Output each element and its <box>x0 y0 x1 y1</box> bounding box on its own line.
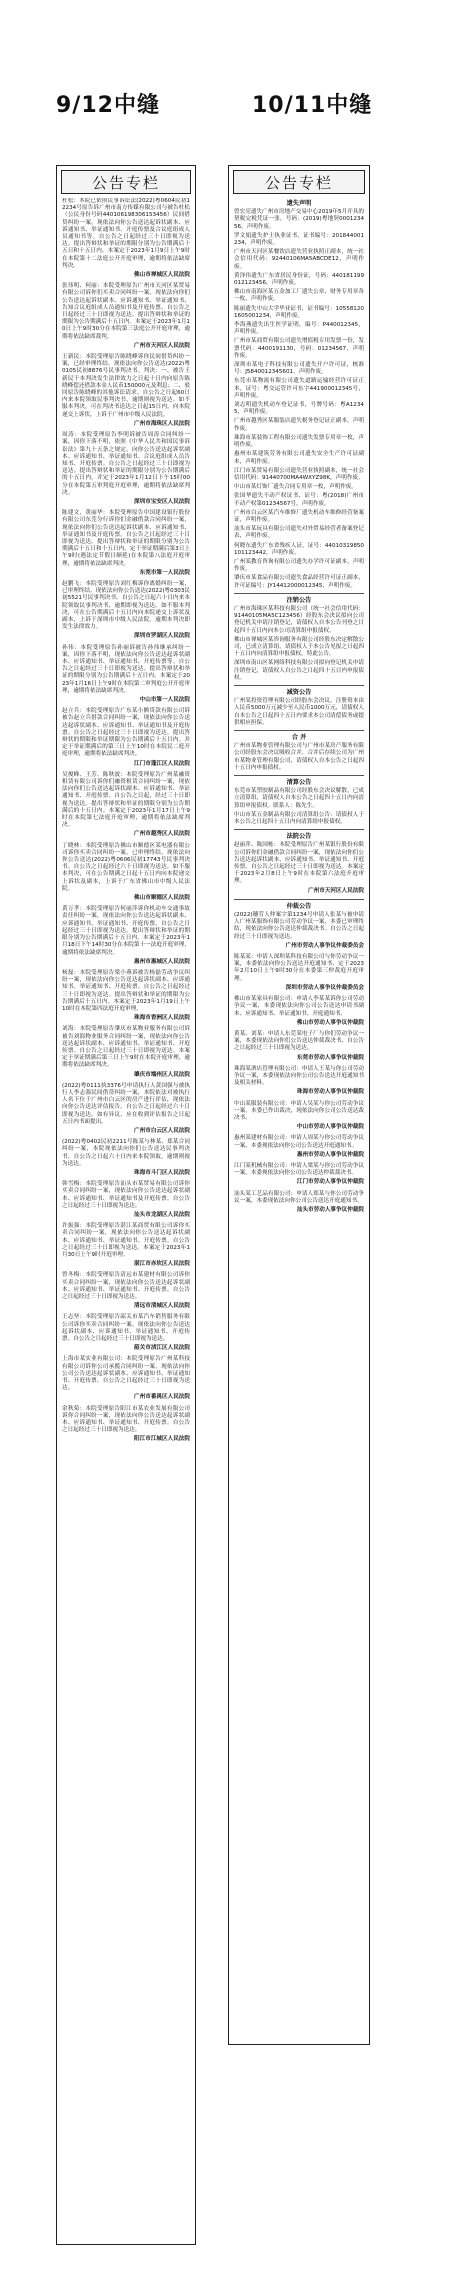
issuing-authority: 珠海市斗门区人民法院 <box>134 1169 190 1176</box>
section-title: 法院公告 <box>286 833 312 841</box>
notice-paragraph: 罗文娟遗失护士执业证书，证书编号：201844001234，声明作废。 <box>234 232 364 247</box>
notice-paragraph: 张伟明、何丽：本院受理原告广州市天河区某贸易有限公司诉你们买卖合同纠纷一案，现依法向你们公告送达起诉状副本、应诉通知书、举证通知书、告知合议庭组成人员通知书及开庭传票。自公告之日起经过三十日即视为送达。提出答辩状和举证的期限为公告期满后十五日内。本案定于2023年1月10日上午9时30分在本院第三法庭公开开庭审理，逾期将依法缺席裁判。 <box>62 283 190 340</box>
issuing-authority: 佛山市劳动人事争议仲裁院 <box>296 1019 364 1026</box>
issuing-authority: 广州市天河区人民法院 <box>308 887 364 894</box>
notice-paragraph: 汕头某工艺品有限公司：申请人郑某与你公司劳动争议一案，本委现依法向你公司公告送达开庭通知书。 <box>234 1190 364 1204</box>
issuing-authority: 广州市白云区人民法院 <box>134 1127 190 1134</box>
notice-paragraph: 李海燕遗失出生医学证明，编号：P440012345，声明作废。 <box>234 322 364 336</box>
notice-paragraph: 陈丽遗失中山大学毕业证书，证书编号：105581201605001234，声明作废。 <box>234 305 364 319</box>
notice-paragraph: 曾冬梅：本院受理原告清远市某建材有限公司诉你买卖合同纠纷一案，现依法向你公告送达起诉状副本、应诉通知书、举证通知书、开庭传票。自公告之日起经过三十日即视为送达。 <box>62 1272 190 1301</box>
notice-paragraph: 中山市某灯饰厂遗失合同专用章一枚，声明作废。 <box>234 484 358 491</box>
section-title: 遗失声明 <box>286 200 312 207</box>
left-column-body <box>62 198 190 2238</box>
notice-paragraph: 杨磊：本院受理原告梁小燕诉被告杨磊劳动争议纠纷一案，现依法向你公告送达起诉状副本、应诉通知书、举证通知书、开庭传票。自公告之日起经过三十日即视为送达。提出答辩状和举证的期限为公告期满后十五日内。本案定于2023年1月19日上午10时在本院第四法庭开庭审理。 <box>62 969 190 1012</box>
notice-paragraph: 佛山市某家具有限公司：申请人李某某诉你公司劳动争议一案，本委现依法向你公司公告送达申请书副本、应诉通知书、举证通知书、开庭通知书。 <box>234 996 364 1017</box>
right-column-body <box>234 198 364 2038</box>
notice-paragraph: 刘志明遗失机动车登记证书，号牌号码：粤A12345，声明作废。 <box>234 402 364 416</box>
section-title: 减资公告 <box>286 688 312 696</box>
issuing-authority: 阳江市江城区人民法院 <box>134 1436 190 1443</box>
section-title: 合 并 <box>291 734 307 741</box>
notice-paragraph: 广州某教育咨询有限公司遗失办学许可证副本，声明作废。 <box>234 558 364 573</box>
notice-paragraph: 惠州某建材有限公司：申请人周某与你公司劳动争议一案，本委现依法向你公司公告送达开庭通知书。 <box>234 1135 364 1149</box>
section-title: 注销公告 <box>286 596 312 604</box>
notice-paragraph: 张国华遗失不动产权证书，证号：粤(2018)广州市不动产权第01234567号，声明作废。 <box>234 493 364 507</box>
issuing-authority: 广州市番禺区人民法院 <box>134 1394 190 1401</box>
notice-paragraph: 许振强：本院受理原告湛江某商贸有限公司诉你买卖合同纠纷一案，现依法向你公告送达起诉状副本、应诉通知书、举证通知书、开庭传票。自公告之日起经过三十日即视为送达。本案定于2023年1月30日上午9时开庭审理。 <box>62 1223 190 1259</box>
notice-paragraph: 广州市白云区某汽车维修厂遗失机动车维修经营备案证，声明作废。 <box>234 509 364 523</box>
notice-paragraph: 赵鹏飞：本院受理原告刘红梅诉你离婚纠纷一案，已审理终结。现依法向你公告送达(2022)粤0303民初5521号民事判决书。自公告之日起六十日内来本院领取民事判决书，逾期即视为送达。如不服本判决，可在公告期满后十五日内向本院递交上诉状及副本，上诉于深圳市中级人民法院。逾期本判决即发生法律效力。 <box>62 580 190 631</box>
section-divider <box>234 899 364 900</box>
notice-paragraph: 珠海某酒店管理有限公司：申请人王某与你公司劳动争议一案，本委现依法向你公司公告送达开庭通知书及相关材料。 <box>234 1065 364 1087</box>
right-notice-column <box>228 165 370 2045</box>
notice-paragraph: 佛山市禅城区某咨询服务有限公司经股东决定解散公司，已成立清算组，请债权人于本公告见报之日起四十五日内向清算组申报债权，特此公告。 <box>234 636 364 658</box>
notice-paragraph: (2022)粤0111执3376号申请执行人黄国强与被执行人李志强民间借贷纠纷一案，本院依法对被执行人名下位于广州市白云区的房产进行评估，现依法向你公告送达评估报告。自公告之日起经过六十日即视为送达。如有异议，应在收到评估报告之日起五日内书面提出。 <box>62 1082 190 1125</box>
issuing-authority: 广州市海珠区人民法院 <box>134 420 190 427</box>
section-divider <box>234 685 364 686</box>
notice-paragraph: 黄万孝：本院受理原告何丽萍诉你机动车交通事故责任纠纷一案，现依法向你公告送达起诉状副本、应诉通知书、举证通知书、开庭传票。自公告之日起经过三十日即视为送达。提出答辩状和举证的期限分别为公告期满后十五日内。本案定于2023年1月18日下午14时30分在本院第十一法庭开庭审理，逾期将依法缺席判决。 <box>62 906 190 956</box>
notice-paragraph: 江门某机械有限公司：申请人梁某与你公司劳动争议一案，本委现依法向你公司公告送达仲裁裁决书。 <box>234 1162 364 1177</box>
notice-paragraph: 深圳市南山区某网络科技有限公司拟向登记机关申请注销登记，请债权人自公告之日起四十五日内申报债权。 <box>234 660 364 681</box>
notice-paragraph: 王新民：本院受理原告陈晓峰诉你民间借贷纠纷一案，已经审理终结。现依法向你公告送达(2022)粤0105民初8876号民事判决书。判决：一、被告王新民于本判决发生法律效力之日起十日内向原告陈晓峰偿还借款本金人民币150000元及利息；二、驳回原告陈晓峰的其他诉讼请求。自公告之日起60日内来本院领取民事判决书，逾期则视为送达。如不服本判决，可在判决书送达之日起15日内，向本院递交上诉状，上诉于广州市中级人民法院。 <box>62 354 190 418</box>
notice-paragraph: 广州市某物业管理有限公司与广州市某房产服务有限公司经股东会决议吸收合并，合并后存续公司为广州市某物业管理有限公司，请债权人自本公告之日起四十五日内申报债权。 <box>234 743 364 771</box>
issuing-authority: 肇庆市端州区人民法院 <box>134 1071 190 1078</box>
section-divider <box>234 730 364 731</box>
issuing-authority: 佛山市顺德区人民法院 <box>134 895 190 902</box>
notice-paragraph: (2022)粤0402民初2211号陈某与林某、郑某合同纠纷一案，本院现依法向你们公告送达民事判决书，自公告之日起六十日内来本院领取，逾期则视为送达。 <box>62 1139 190 1167</box>
notice-paragraph: 肇庆市某食品有限公司遗失食品经营许可证正副本，许可证编号：JY14412000012345，声明作废。 <box>234 575 364 589</box>
issuing-authority: 汕头市龙湖区人民法院 <box>134 1212 190 1218</box>
notice-paragraph: 赵丽萍、陈国栋：本院受理原告广州某银行股份有限公司诉你们金融借款合同纠纷一案，现依法向你们公告送达起诉状副本、应诉通知书、举证通知书、开庭传票。自公告之日起经过三十日即视为送达。本案定于2023年2月8日上午9时在本院第六法庭开庭审理。 <box>234 842 364 885</box>
issuing-authority: 深圳市罗湖区人民法院 <box>134 633 190 640</box>
issuing-authority: 广州市天河区人民法院 <box>134 342 190 349</box>
notice-paragraph: 黄泽伟遗失广东省居民身份证，号码：440181199012123456，声明作废。 <box>234 272 364 287</box>
right-column-heading: 10/11中缝 <box>252 93 373 118</box>
notice-paragraph: 深圳市某电子科技有限公司遗失开户许可证，核准号：J5840012345601，声明作废。 <box>234 362 364 376</box>
issuing-authority: 湛江市赤坎区人民法院 <box>134 1261 190 1268</box>
notice-paragraph: 东莞市某物流有限公司遗失道路运输经营许可证正本，证号：粤交运管许可东字441900012345号，声明作废。 <box>234 378 364 399</box>
notice-paragraph: 汕头市某玩具有限公司遗失对外贸易经营者备案登记表，声明作废。 <box>234 526 364 540</box>
notice-paragraph: 陈建文、黄丽华：本院受理原告中国建设银行股份有限公司东莞分行诉你们金融借款合同纠纷一案，现依法向你们公告送达起诉状副本、应诉通知书、举证通知书及开庭传票。自公告之日起经过三十日即视为送达。提出答辩状和举证的期限分别为公告期满后十五日和十五日内。定于举证期满后第3日上午9时(遇法定节假日顺延)在本院第八法庭开庭审理，逾期将依法缺席判决。 <box>62 510 190 567</box>
notice-paragraph: 中山市某五金制品有限公司清算组公告：请债权人于本公告之日起四十五日内向清算组申报债权。 <box>234 811 364 826</box>
issuing-authority: 韶关市浈江区人民法院 <box>134 1345 190 1352</box>
issuing-authority: 惠州市惠城区人民法院 <box>134 958 190 965</box>
issuing-authority: 广州市越秀区人民法院 <box>134 831 190 838</box>
issuing-authority: 中山市劳动人事争议仲裁院 <box>296 1124 364 1131</box>
notice-paragraph: 何晓东遗失广东省残疾人证，证号：44010319850101123442，声明作废。 <box>234 542 364 556</box>
issuing-authority: 珠海市香洲区人民法院 <box>134 1015 190 1022</box>
left-column-banner: 公告专栏 <box>61 170 191 194</box>
notice-paragraph: 王志坚：本院受理原告韶关市某汽车销售服务有限公司诉你买卖合同纠纷一案，现依法向你公告送达起诉状副本、应诉通知书、举证通知书、开庭传票。自公告之日起经过三十日即视为送达。 <box>62 1314 190 1343</box>
issuing-authority: 清远市清城区人民法院 <box>134 1303 190 1310</box>
notice-paragraph: 吴俊峰、王芳、陈秋波：本院受理原告广州某融资租赁有限公司诉你们融资租赁合同纠纷一案，现依法向你们公告送达起诉状副本、应诉通知书、举证通知书、开庭传票。自公告之日起，经过三十日即视为送达。提出答辩状和举证的期限分别为公告期满后的十五日内。本案定于2023年1月17日上午9时在本院第七法庭开庭审理，逾期将依法缺席判决。 <box>62 771 190 829</box>
notice-paragraph: 广州市天河区某餐饮店遗失营业执照正副本，统一社会信用代码：92440106MA5ABCDE12，声明作废。 <box>234 249 364 270</box>
issuing-authority: 佛山市禅城区人民法院 <box>134 272 190 279</box>
notice-paragraph: 江门市某贸易有限公司遗失营业执照副本，统一社会信用代码：91440700MA4WXYZ98K，声明作废。 <box>234 467 364 481</box>
issuing-authority: 珠海市劳动人事争议仲裁院 <box>296 1089 364 1096</box>
issuing-authority: 东莞市第一人民法院 <box>139 569 190 576</box>
issuing-authority: 汕头市劳动人事争议仲裁院 <box>296 1206 364 1213</box>
right-column-banner: 公告专栏 <box>233 170 365 194</box>
issuing-authority: 东莞市劳动人事争议仲裁院 <box>296 1054 364 1061</box>
issuing-authority: 中山市第一人民法院 <box>139 697 190 703</box>
notice-paragraph: 赵立兵：本院受理原告广东某小额贷款有限公司诉被告赵立兵借款合同纠纷一案，现依法向你公告送达起诉状副本、应诉通知书、举证通知书及开庭传票。自公告之日起经过三十日即视为送达。提出答辩状的期限和举证期限为公告期满后十五日内。并定于举证期满后的第三日上午10时在本院民二庭开庭审理，逾期将依法缺席判决。 <box>62 708 190 758</box>
notice-paragraph: 刘海：本院受理原告肇庆市某物业服务有限公司诉被告刘海物业服务合同纠纷一案，现依法向你公告送达起诉状副本、应诉通知书、举证通知书、开庭传票。自公告之日起经过三十日即视为送达。本案定于举证期满后第三日上午9时在本院开庭审理，逾期将依法缺席判决。 <box>62 1026 190 1069</box>
section-divider <box>234 829 364 830</box>
notice-paragraph: 韩雪梅：本院受理原告汕头市某贸易有限公司诉你买卖合同纠纷一案，现依法向你公告送达起诉状副本、应诉通知书、举证通知书及开庭传票。自公告之日起经过三十日即视为送达。 <box>62 1181 190 1209</box>
section-divider <box>234 775 364 776</box>
left-column-heading: 9/12中缝 <box>56 93 160 118</box>
issuing-authority: 深圳市劳动人事争议仲裁委员会 <box>285 984 364 991</box>
section-divider <box>234 593 364 594</box>
notice-paragraph: (2022)穗劳人仲案字第1234号申请人张某与被申请人广州某服饰有限公司劳动争议一案，本委已审理终结，现依法向你公告送达仲裁裁决书。自公告之日起经过三十日即视为送达。 <box>234 912 364 940</box>
issuing-authority: 惠州市劳动人事争议仲裁院 <box>296 1151 364 1158</box>
notice-paragraph: 东莞市某塑胶制品有限公司经股东会决议解散，已成立清算组，请债权人自本公告之日起四十五日内向清算组申报债权。联系人：陈先生。 <box>234 788 364 809</box>
issuing-authority: 江门市蓬江区人民法院 <box>134 760 190 767</box>
issuing-authority: 深圳市宝安区人民法院 <box>134 498 190 505</box>
notice-paragraph: 余秋菊：本院受理原告阳江市某农业发展有限公司诉你合同纠纷一案，现依法向你公告送达起诉状副本、应诉通知书、举证通知书、开庭传票。自公告之日起经过三十日即视为送达。 <box>62 1405 190 1434</box>
notice-paragraph: 陈某某：申请人深圳某科技有限公司与你劳动争议一案，本委依法向你公告送达开庭通知书，定于2023年2月10日上午9时30分在本委第三仲裁庭开庭审理。 <box>234 954 364 982</box>
notice-paragraph: 佛山市南海区某五金加工厂遗失公章、财务专用章各一枚，声明作废。 <box>234 289 364 303</box>
left-notice-column <box>56 165 196 2245</box>
section-title: 仲裁公告 <box>286 902 312 910</box>
notice-paragraph: 曾宏亮遗失广州市房地产交易中心2019年5月开具的契税完税凭证一张，号码：(2019)粤地契000123456，声明作废。 <box>234 209 364 230</box>
notice-paragraph: 上海市某实业有限公司：本院受理原告广州某科技有限公司诉你公司承揽合同纠纷一案，现依法向你公司公告送达起诉状副本、应诉通知书、举证通知书、开庭传票。自公告之日起经过三十日即视为送达。 <box>62 1356 190 1392</box>
notice-paragraph: 中山某服装有限公司：申请人吴某与你公司劳动争议一案，本委已作出裁决，现依法向你公司公告送达裁决书。 <box>234 1100 364 1121</box>
notice-paragraph: 广州某投资管理有限公司经股东会决议，注册资本由人民币5000万元减少至人民币1000万元，请债权人自本公告之日起四十五日内要求本公司清偿债务或提供相应担保。 <box>234 698 364 726</box>
notice-paragraph: 孙伟：本院受理原告孙丽诉被告孙伟继承纠纷一案，因你下落不明，现依法向你公告送达起诉状副本、应诉通知书、举证通知书、开庭传票等。自公告之日起经过三十日即视为送达。提出答辩状和举证的期限分别为公告期满后十五日内。本案定于2023年1月16日上午9时在本院第二审判庭公开开庭审理，逾期将依法缺席判决。 <box>62 644 190 694</box>
notice-paragraph: 广州市越秀区某服装店遗失税务登记证正副本，声明作废。 <box>234 418 364 432</box>
notice-paragraph: 杜松：本院已依照民事诉讼法(2022)粤0604民初12234号原告诉广州市南方传媒有限公司与被告杜松（公民身份号码440106198306153456）民间借贷纠纷一案，现依法向你公告送达起诉状副本、应诉通知书、举证通知书、开庭传票及合议庭组成人员通知书等。自公告之日起经过三十日即视为送达。提出答辩状和举证的期限分别为公告期满后十五日和十五日内。本案定于2023年1月9日上午9时在本院第十二法庭公开开庭审理，逾期将依法缺席判决。 <box>62 198 190 269</box>
notice-paragraph: 广州市某商贸有限公司遗失增值税专用发票一份，发票代码：4400191130，号码：01234567，声明作废。 <box>234 338 364 359</box>
issuing-authority: 江门市劳动人事争议仲裁院 <box>296 1179 364 1186</box>
issuing-authority: 广州市劳动人事争议仲裁委员会 <box>285 942 364 949</box>
notice-paragraph: 广州市海珠区某科技有限公司（统一社会信用代码：91440105MA5C123456）经股东会决议拟向公司登记机关申请注销登记，请债权人自本公告刊登之日起四十五日内向本公司清算组申报债权。 <box>234 605 364 634</box>
notice-paragraph: 周涛：本院受理原告李明诉被告周涛合同纠纷一案，因你下落不明，依照《中华人民共和国民事诉讼法》第九十五条之规定，向你公告送达起诉状副本、应诉通知书、举证通知书、合议庭组成人员告知书、开庭传票。自公告之日起经过三十日即视为送达。提出答辩状和举证的期限分别为公告期满后的十五日内。并定于2023年1月12日下午15时00分在本院第五审判庭开庭审理，逾期将依法缺席判决。 <box>62 432 190 496</box>
notice-paragraph: 珠海市某装饰工程有限公司遗失发票专用章一枚，声明作废。 <box>234 434 364 449</box>
notice-paragraph: 惠州市某建筑劳务有限公司遗失安全生产许可证副本，声明作废。 <box>234 451 364 465</box>
notice-paragraph: 黄某、刘某：申请人东莞某电子厂与你们劳动争议一案，本委现依法向你们公告送达仲裁裁决书，自公告之日起经过三十日即视为送达。 <box>234 1030 364 1052</box>
notice-paragraph: 丁晓林：本院受理原告佛山市顺德区某电器有限公司诉你买卖合同纠纷一案，已审理终结，现依法向你公告送达(2022)粤0606民初17743号民事判决书。自公告之日起经过六十日即视为送达。如不服本判决，可在公告期满之日起十五日内向本院递交上诉状及副本，上诉于广东省佛山市中级人民法院。 <box>62 842 190 892</box>
section-title: 清算公告 <box>286 779 312 787</box>
